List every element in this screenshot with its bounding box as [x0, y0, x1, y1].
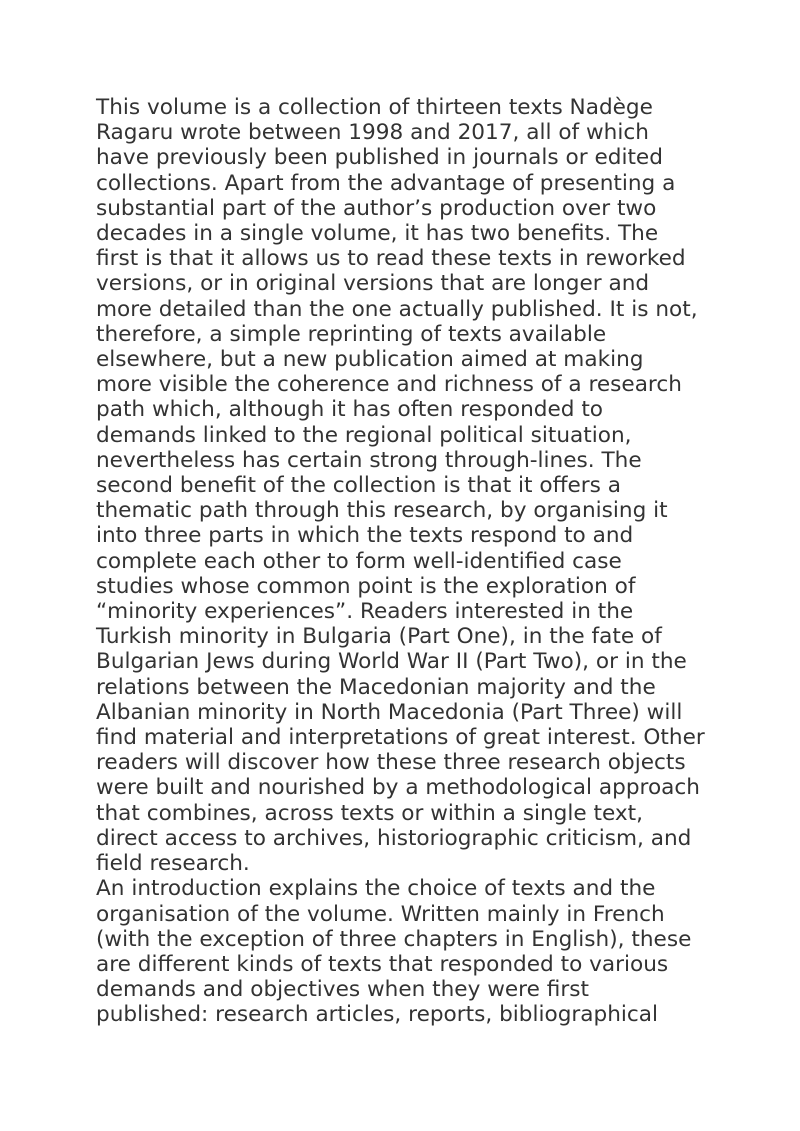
text-line: that combines, across texts or within a single text, [96, 800, 643, 826]
text-line: This volume is a collection of thirteen texts Nadège [96, 95, 653, 120]
text-line: are different kinds of texts that responded to various [96, 951, 669, 977]
text-line: organisation of the volume. Written mainly in French [96, 901, 665, 927]
text-line: demands linked to the regional political situation, [96, 422, 632, 448]
text-line: first is that it allows us to read these texts in reworked [96, 246, 686, 272]
text-line: thematic path through this research, by organising it [96, 498, 668, 524]
text-line: demands and objectives when they were first [96, 977, 589, 1003]
text-line: “minority experiences”. Readers interested in the [96, 599, 634, 625]
text-line: second benefit of the collection is that it offers a [96, 473, 621, 499]
text-line: published: research articles, reports, bibliographical [96, 1002, 659, 1028]
text-line: studies whose common point is the exploration of [96, 573, 636, 599]
text-line: complete each other to form well-identified case [96, 548, 622, 574]
text-line: collections. Apart from the advantage of presenting a [96, 170, 676, 196]
body-text [96, 95, 756, 1028]
text-line: nevertheless has certain strong through-lines. The [96, 447, 642, 473]
text-line: readers will discover how these three research objects [96, 750, 686, 776]
text-line: Turkish minority in Bulgaria (Part One), in the fate of [96, 624, 662, 650]
paragraph-2 [96, 876, 756, 1027]
text-line: more detailed than the one actually published. It is not, [96, 296, 698, 322]
text-line: (with the exception of three chapters in English), these [96, 926, 692, 952]
text-line: were built and nourished by a methodological approach [96, 775, 700, 801]
text-line: field research. [96, 851, 250, 877]
text-line: direct access to archives, historiographic criticism, and [96, 825, 692, 851]
text-line: path which, although it has often responded to [96, 397, 604, 423]
text-line: versions, or in original versions that are longer and [96, 271, 650, 297]
text-line: relations between the Macedonian majority and the [96, 674, 656, 700]
text-line: into three parts in which the texts respond to and [96, 523, 634, 549]
text-line: elsewhere, but a new publication aimed at making [96, 347, 644, 373]
text-line: find material and interpretations of great interest. Other [96, 725, 705, 751]
text-line: have previously been published in journals or edited [96, 145, 663, 171]
text-line: decades in a single volume, it has two benefits. The [96, 221, 659, 247]
paragraph-1 [96, 95, 756, 876]
text-line: therefore, a simple reprinting of texts available [96, 321, 607, 347]
text-line: more visible the coherence and richness of a research [96, 372, 682, 398]
text-line: An introduction explains the choice of texts and the [96, 876, 656, 902]
text-line: Albanian minority in North Macedonia (Part Three) will [96, 699, 683, 725]
text-line: Bulgarian Jews during World War II (Part Two), or in the [96, 649, 687, 675]
text-line: substantial part of the author’s production over two [96, 195, 657, 221]
text-line: Ragaru wrote between 1998 and 2017, all of which [96, 120, 649, 146]
